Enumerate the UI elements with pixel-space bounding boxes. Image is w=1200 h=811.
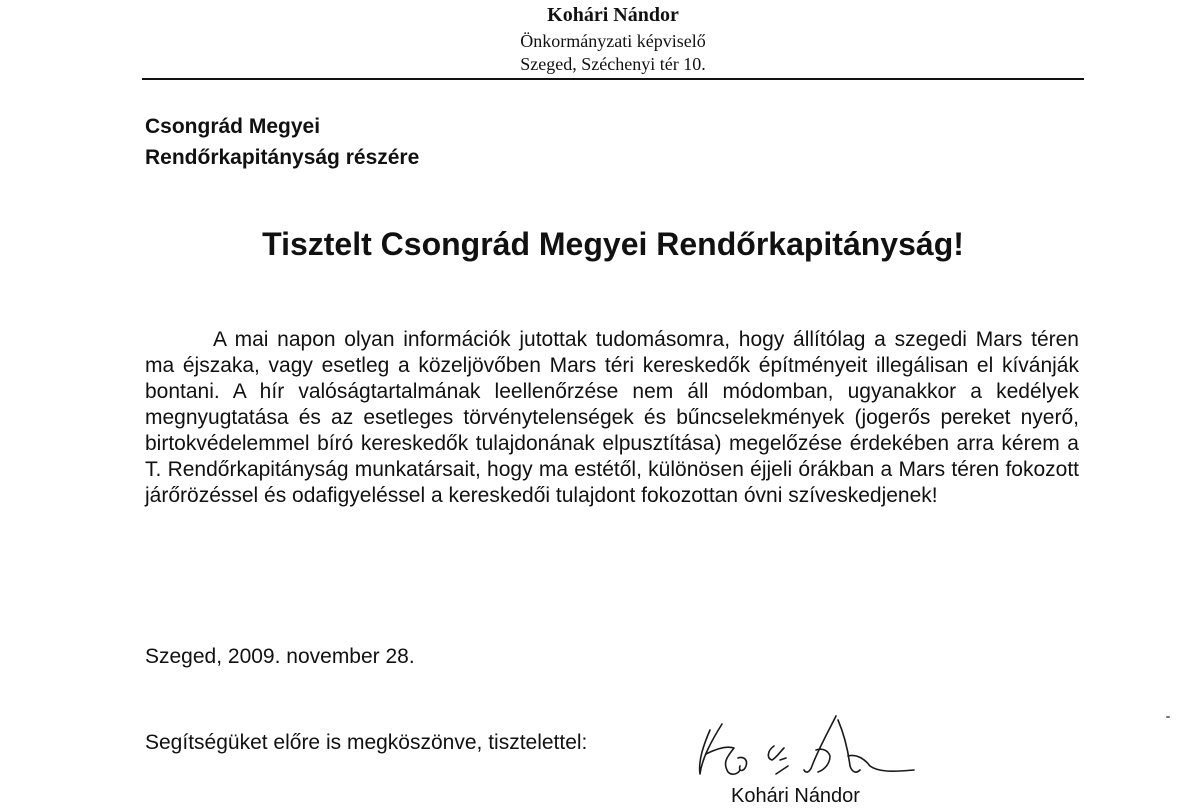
letter-date: Szeged, 2009. november 28. <box>145 645 415 668</box>
recipient-block <box>145 111 419 173</box>
salutation-heading: Tisztelt Csongrád Megyei Rendőrkapitányság! <box>262 226 964 262</box>
signer-name: Kohári Nándor <box>731 785 860 807</box>
letter-body: A mai napon olyan információk jutottak tudomásomra, hogy állítólag a szegedi Mars téren ma éjszaka, vagy esetleg a közeljövőben Mars téri kereskedők építményeit illegálisan el kívánják bontani. A hír valóságtartalmának leellenőrzése nem áll módomban, ugyanakkor a kedélyek megnyugtatása és az esetleges törvénytelenségek és bűncselekmények (jogerős pereket nyerő, birtokvédelemmel bíró kereskedők tulajdonának elpusztítása) megelőzése érdekében arra kérem a T. Rendőrkapitányság munkatársait, hogy ma estétől, különösen éjjeli órákban a Mars téren fokozott járőrözéssel és odafigyeléssel a kereskedői tulajdont fokozottan óvni szíveskedjenek! <box>145 328 1079 507</box>
letterhead-role: Önkormányzati képviselő <box>520 31 706 51</box>
recipient-line-2: Rendőrkapitányság részére <box>145 146 420 169</box>
letterhead-address: Szeged, Széchenyi tér 10. <box>520 54 706 74</box>
closing-line: Segítségüket előre is megköszönve, tisztelettel: <box>145 731 588 754</box>
letterhead-name: Kohári Nándor <box>547 4 679 26</box>
recipient-line-1: Csongrád Megyei <box>145 115 321 138</box>
scan-speck <box>1166 716 1170 718</box>
letterhead-divider <box>142 78 1084 80</box>
handwritten-signature <box>688 700 920 782</box>
